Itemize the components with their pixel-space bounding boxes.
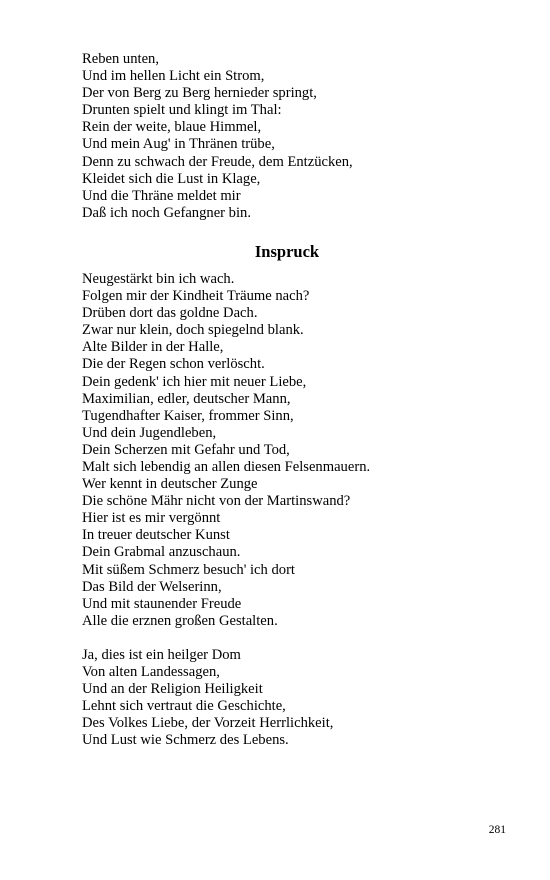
poem-line: Des Volkes Liebe, der Vorzeit Herrlichkeit, <box>82 715 334 732</box>
poem-line: Drunten spielt und klingt im Thal: <box>82 102 282 119</box>
stanza-1 <box>82 271 492 630</box>
page-number: 281 <box>488 824 506 836</box>
poem-line: Rein der weite, blaue Himmel, <box>82 119 262 136</box>
page-body <box>82 51 492 749</box>
poem-line: Lehnt sich vertraut die Geschichte, <box>82 698 286 715</box>
poem-line: Wer kennt in deutscher Zunge <box>82 476 258 493</box>
poem-line: Dein Grabmal anzuschaun. <box>82 544 241 561</box>
poem-line: Alle die erznen großen Gestalten. <box>82 612 278 629</box>
poem-line: Und die Thräne meldet mir <box>82 187 241 204</box>
poem-line: Malt sich lebendig an allen diesen Felsenmauern. <box>82 458 371 475</box>
poem-line: Hier ist es mir vergönnt <box>82 510 221 527</box>
stanza-gap <box>82 630 492 647</box>
poem-line: Alte Bilder in der Halle, <box>82 339 224 356</box>
poem-line: Von alten Landessagen, <box>82 664 220 680</box>
poem-line: Mit süßem Schmerz besuch' ich dort <box>82 561 295 578</box>
poem-title: Inspruck <box>254 241 320 261</box>
poem-line: Tugendhafter Kaiser, frommer Sinn, <box>82 407 294 424</box>
poem-line: Der von Berg zu Berg hernieder springt, <box>82 85 317 102</box>
poem-line: Neugestärkt bin ich wach. <box>82 270 235 287</box>
poem-line: Dein Scherzen mit Gefahr und Tod, <box>82 441 290 458</box>
poem-line: Folgen mir der Kindheit Träume nach? <box>82 288 310 305</box>
poem-line: Kleidet sich die Lust in Klage, <box>82 170 261 187</box>
poem-line: Und dein Jugendleben, <box>82 424 217 441</box>
stanza-continued <box>82 51 492 222</box>
poem-line: Ja, dies ist ein heilger Dom <box>82 646 241 663</box>
poem-line: Und mit staunender Freude <box>82 595 242 612</box>
poem-line: In treuer deutscher Kunst <box>82 527 230 544</box>
poem-line: Reben unten, <box>82 51 160 67</box>
poem-line: Die der Regen schon verlöscht. <box>82 356 265 373</box>
poem-line: Maximilian, edler, deutscher Mann, <box>82 390 291 407</box>
stanza-2 <box>82 647 492 750</box>
poem-line: Denn zu schwach der Freude, dem Entzücken, <box>82 153 353 170</box>
poem-line: Und mein Aug' in Thränen trübe, <box>82 136 275 153</box>
poem-line: Und im hellen Licht ein Strom, <box>82 68 265 85</box>
poem-line: Und Lust wie Schmerz des Lebens. <box>82 732 289 749</box>
poem-line: Drüben dort das goldne Dach. <box>82 305 258 322</box>
poem-line: Das Bild der Welserinn, <box>82 578 222 595</box>
poem-line: Dein gedenk' ich hier mit neuer Liebe, <box>82 373 307 390</box>
poem-line: Und an der Religion Heiligkeit <box>82 681 263 698</box>
poem-line: Die schöne Mähr nicht von der Martinswand? <box>82 493 351 510</box>
poem-line: Daß ich noch Gefangner bin. <box>82 204 251 221</box>
poem-line: Zwar nur klein, doch spiegelnd blank. <box>82 322 304 339</box>
